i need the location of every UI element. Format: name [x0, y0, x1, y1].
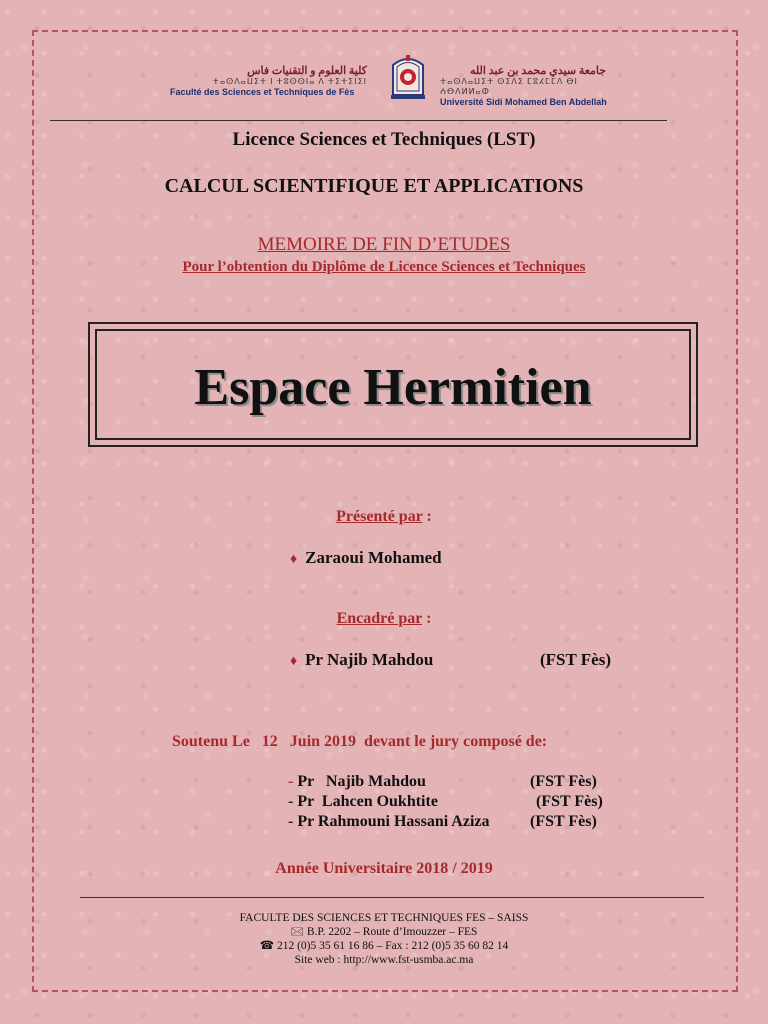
- supervised-by-colon: :: [422, 610, 432, 627]
- jury-dash: -: [288, 773, 294, 790]
- fst-name-tifinagh: ⵜⴰⵙⴷⴰⵡⵉⵜ ⵏ ⵜⵓⵙⵙⵏⴰ ⴷ ⵜⵉⵜⵉⵏⵉⵏ: [212, 77, 367, 86]
- jury-dash: -: [288, 813, 294, 830]
- supervised-by-label: [0, 610, 768, 628]
- usmba-name-tifinagh: ⵜⴰⵙⴷⴰⵡⵉⵜ ⵙⵉⴷⵉ ⵎⵓⵃⵎⵎⴷ ⴱⵏ ⵄⴱⴷⵍⵍⴰⵀ: [440, 77, 578, 96]
- presented-by-colon: :: [422, 508, 432, 525]
- usmba-name-arabic: جامعة سيدي محمد بن عبد الله: [470, 65, 607, 77]
- jury-member-name: Pr Rahmouni Hassani Aziza: [293, 813, 490, 830]
- usmba-name-french: Université Sidi Mohamed Ben Abdellah: [440, 97, 607, 107]
- footer-divider: [80, 897, 704, 898]
- jury-member-name: Pr Najib Mahdou: [293, 773, 426, 790]
- obtention-subtitle: Pour l’obtention du Diplôme de Licence Sciences et Techniques: [182, 259, 586, 275]
- presented-by-label: [0, 508, 768, 526]
- usmba-logo: [440, 65, 620, 107]
- supervisor-line: [290, 650, 433, 670]
- supervised-by-text: Encadré par: [336, 610, 423, 627]
- jury-member-affiliation: (FST Fès): [530, 773, 597, 790]
- thesis-title: Espace Hermitien: [194, 359, 592, 416]
- student-name: Zaraoui Mohamed: [305, 548, 442, 567]
- supervisor-affiliation: (FST Fès): [540, 650, 611, 669]
- header-divider: [50, 120, 667, 121]
- jury-member-2: [288, 793, 438, 811]
- defense-statement: Soutenu Le 12 Juin 2019 devant le jury composé de:: [172, 733, 548, 750]
- mailbox-icon: 🖂: [290, 926, 307, 938]
- memoire-heading: MEMOIRE DE FIN D’ETUDES: [257, 234, 511, 255]
- jury-member-affiliation: (FST Fès): [530, 813, 597, 830]
- speciality-heading: CALCUL SCIENTIFIQUE ET APPLICATIONS: [164, 175, 584, 197]
- telephone-icon: ☎: [259, 940, 277, 952]
- footer-website: Site web : http://www.fst-usmba.ac.ma: [294, 954, 474, 966]
- footer-faculty: FACULTE DES SCIENCES ET TECHNIQUES FES – SAISS: [239, 912, 529, 924]
- jury-member-3: [288, 813, 490, 831]
- student-line: [290, 548, 442, 568]
- footer-address: B.P. 2202 – Route d’Imouzzer – FES: [306, 926, 478, 938]
- jury-member-1: [288, 773, 426, 791]
- usmba-emblem-icon: [387, 51, 429, 101]
- licence-heading: Licence Sciences et Techniques (LST): [232, 129, 536, 150]
- footer-phone-line: [0, 939, 768, 953]
- diamond-bullet-icon: ♦: [290, 552, 298, 567]
- presented-by-text: Présenté par: [336, 508, 423, 525]
- supervisor-name: Pr Najib Mahdou: [305, 650, 434, 669]
- footer-address-line: [0, 925, 768, 939]
- title-box: [88, 322, 698, 447]
- academic-year: Année Universitaire 2018 / 2019: [275, 860, 493, 877]
- fst-logo: [170, 66, 375, 100]
- diamond-bullet-icon: ♦: [290, 654, 298, 669]
- fst-name-french: Faculté des Sciences et Techniques de Fès: [170, 87, 355, 97]
- jury-member-name: Pr Lahcen Oukhtite: [293, 793, 438, 810]
- fst-name-arabic: كلية العلوم و التقنيات فاس: [247, 65, 367, 77]
- footer-phone: 212 (0)5 35 61 16 86 – Fax : 212 (0)5 35 60 82 14: [276, 940, 509, 952]
- jury-dash: -: [288, 793, 294, 810]
- jury-member-affiliation: (FST Fès): [536, 793, 603, 810]
